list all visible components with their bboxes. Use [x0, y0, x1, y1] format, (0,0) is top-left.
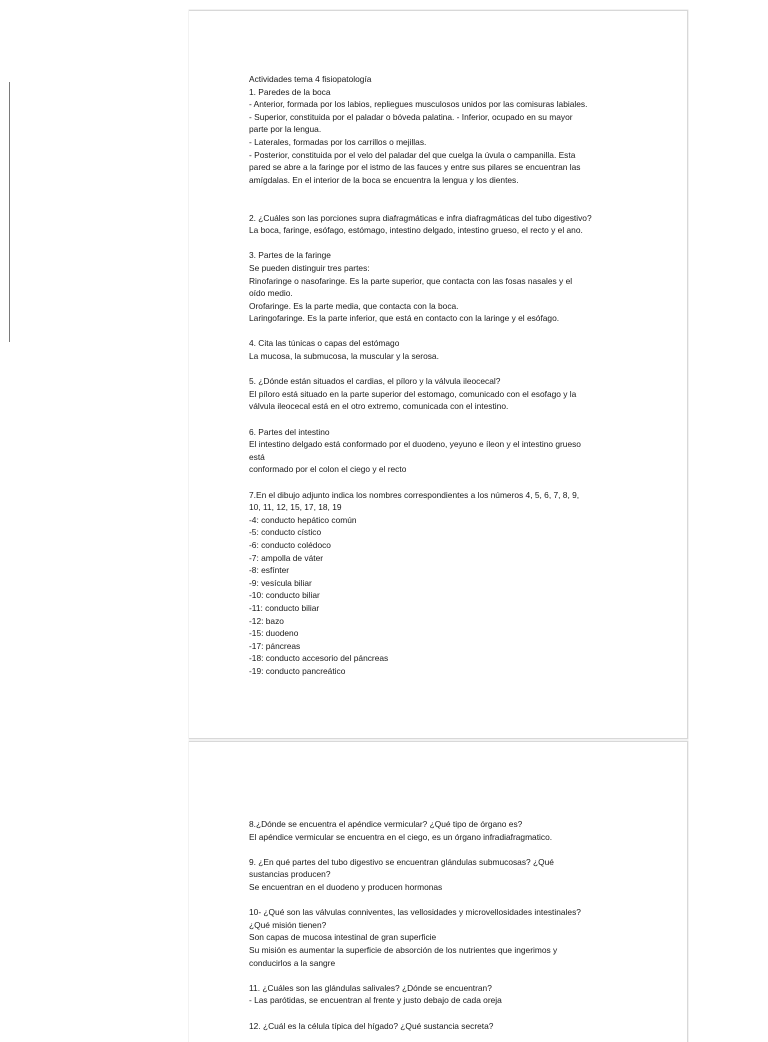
text-line: La mucosa, la submucosa, la muscular y la serosa. [249, 351, 439, 362]
text-line: sustancias producen? [249, 869, 331, 880]
text-line: 2. ¿Cuáles son las porciones supra diafragmáticas e infra diafragmáticas del tubo digestivo? [249, 212, 592, 223]
text-line: conformado por el colon el ciego y el recto [249, 464, 407, 475]
document-page-2 [189, 741, 688, 1042]
text-line: 10- ¿Qué son las válvulas conniventes, las vellosidades y microvellosidades intestinales? [249, 907, 581, 918]
text-line: - Laterales, formadas por los carrillos o mejillas. [249, 136, 427, 147]
text-line: 1. Paredes de la boca [249, 86, 331, 97]
section-q4 [249, 337, 635, 362]
text-line: 12. ¿Cuál es la célula típica del hígado? ¿Qué sustancia secreta? [249, 1020, 494, 1031]
section-q12 [249, 1020, 635, 1033]
list-item: -5: conducto cístico [249, 527, 322, 538]
text-line: 9. ¿En qué partes del tubo digestivo se encuentran glándulas submucosas? ¿Qué [249, 856, 554, 867]
section-intro [249, 73, 635, 186]
section-q10 [249, 906, 635, 969]
section-q8 [249, 818, 635, 843]
text-line: ¿Qué misión tienen? [249, 919, 327, 930]
text-line: El intestino delgado está conformado por el duodeno, yeyuno e íleon y el intestino grueso [249, 439, 581, 450]
list-item: -10: conducto biliar [249, 590, 320, 601]
text-line: conducirlos a la sangre [249, 957, 336, 968]
text-line: oído medio. [249, 288, 293, 299]
section-q11 [249, 982, 635, 1007]
text-line: parte por la lengua. [249, 124, 322, 135]
section-q7 [249, 489, 635, 678]
text-line: Se pueden distinguir tres partes: [249, 262, 370, 273]
list-item: -8: esfínter [249, 565, 290, 576]
text-line: Son capas de mucosa intestinal de gran superficie [249, 932, 437, 943]
text-line: 6. Partes del intestino [249, 426, 330, 437]
text-line: El píloro está situado en la parte superior del estomago, comunicado con el esofago y la [249, 388, 577, 399]
list-item: -6: conducto colédoco [249, 539, 331, 550]
text-line: El apéndice vermicular se encuentra en el ciego, es un órgano infradiafragmatico. [249, 831, 553, 842]
text-line: Actividades tema 4 fisiopatología [249, 74, 372, 84]
text-line: Orofaringe. Es la parte media, que contacta con la boca. [249, 300, 459, 311]
list-item: -11: conducto biliar [249, 602, 320, 613]
list-item: -18: conducto accesorio del páncreas [249, 653, 389, 664]
list-item: -12: bazo [249, 615, 284, 626]
section-q5 [249, 375, 635, 413]
text-line: amígdalas. En el interior de la boca se encuentra la lengua y los dientes. [249, 174, 519, 185]
text-line: Rinofaringe o nasofaringe. Es la parte superior, que contacta con las fosas nasales y el [249, 275, 573, 286]
section-q3 [249, 249, 635, 325]
text-line: - Superior, constituida por el paladar o bóveda palatina. - Inferior, ocupado en su mayor [249, 111, 573, 122]
text-line: está [249, 451, 265, 462]
text-line: pared se abre a la faringe por el istmo de las fauces y entre sus pilares se encuentran las [249, 162, 581, 173]
text-line: 5. ¿Dónde están situados el cardias, el píloro y la válvula ileocecal? [249, 376, 501, 387]
section-q9 [249, 856, 635, 894]
text-line: - Anterior, formada por los labios, repliegues musculosos unidos por las comisuras labiales. [249, 99, 588, 110]
text-line: - Las parótidas, se encuentran al frente y justo debajo de cada oreja [249, 995, 502, 1006]
section-q6 [249, 426, 635, 476]
list-item: -7: ampolla de váter [249, 552, 324, 563]
text-line: La boca, faringe, esófago, estómago, intestino delgado, intestino grueso, el recto y el ano. [249, 225, 583, 236]
text-line: válvula ileocecal está en el otro extremo, comunicada con el intestino. [249, 401, 509, 412]
list-item: -15: duodeno [249, 628, 299, 639]
text-line: 3. Partes de la faringe [249, 250, 331, 261]
text-line: 7.En el dibujo adjunto indica los nombres correspondientes a los números 4, 5, 6, 7, 8, 9, [249, 489, 580, 500]
page-1-content [249, 73, 635, 678]
text-line: - Posterior, constituida por el velo del paladar del que cuelga la úvula o campanilla. Esta [249, 149, 576, 160]
list-item: -17: páncreas [249, 640, 301, 651]
text-line: Se encuentran en el duodeno y producen hormonas [249, 881, 443, 892]
text-line: 11. ¿Cuáles son las glándulas salivales? ¿Dónde se encuentran? [249, 982, 492, 993]
text-line: Su misión es aumentar la superficie de absorción de los nutrientes que ingerimos y [249, 944, 558, 955]
text-line: 10, 11, 12, 15, 17, 18, 19 [249, 502, 342, 513]
page-2-content [249, 818, 635, 1032]
section-q2 [249, 212, 635, 237]
left-divider [9, 82, 10, 342]
text-line: Laringofaringe. Es la parte inferior, que está en contacto con la laringe y el esófago. [249, 313, 560, 324]
text-line: 4. Cita las túnicas o capas del estómago [249, 338, 400, 349]
text-line: 8.¿Dónde se encuentra el apéndice vermicular? ¿Qué tipo de órgano es? [249, 819, 523, 829]
list-item: -9: vesícula biliar [249, 577, 312, 588]
list-item: -19: conducto pancreático [249, 665, 346, 676]
document-page-1 [189, 10, 688, 739]
list-item: -4: conducto hepático común [249, 514, 357, 525]
